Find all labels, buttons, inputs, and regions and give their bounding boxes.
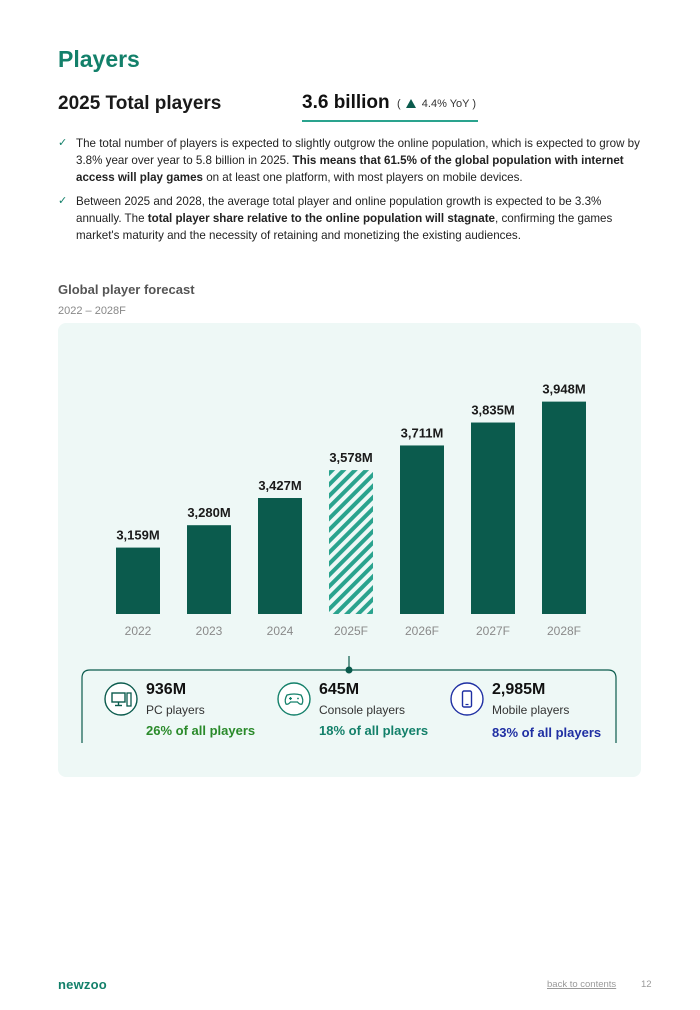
bar-value-label: 3,578M	[329, 450, 373, 466]
chart-title: Global player forecast	[58, 282, 195, 297]
bar-value-label: 3,948M	[542, 381, 586, 397]
bar-2023	[187, 525, 231, 614]
page-title: Players	[58, 46, 140, 72]
kpi-value: 3.6 billion	[302, 92, 390, 113]
bullet-text-pre: Between 2025 and 2028, the average total player and online population growth is expected to be 3.3% annually. The	[76, 195, 602, 225]
mobile-icon	[450, 682, 484, 716]
platform-label: Mobile players	[492, 703, 570, 717]
platform-share: 26% of all players	[146, 723, 256, 738]
bullet-text	[76, 135, 648, 186]
bullet-text-pre: The total number of players is expected to slightly outgrow the online population, which is expected to grow by 3.8% year over year to 5.8 billion in 2025.	[76, 137, 640, 167]
bullet-item	[58, 193, 648, 244]
bar-2026F	[400, 445, 444, 614]
newzoo-logo: newzoo	[58, 977, 107, 992]
bullet-text-bold: This means that 61.5% of the global population with internet access will play games	[76, 154, 624, 184]
platform-label: PC players	[146, 703, 205, 717]
platform-value: 2,985M	[492, 681, 546, 698]
platform-share: 83% of all players	[492, 725, 602, 740]
pc-icon	[104, 682, 138, 716]
kpi-change-text: 4.4% YoY	[421, 98, 470, 110]
platform-label: Console players	[319, 703, 406, 717]
platform-share: 18% of all players	[319, 723, 429, 738]
back-to-contents-link[interactable]: back to contents	[547, 979, 617, 990]
bullet-text-post: , confirming the games market's maturity and the necessity of retaining and monetizing the existing audiences.	[76, 212, 613, 242]
kpi-change	[397, 98, 476, 110]
kpi-box	[302, 92, 478, 122]
page-number: 12	[641, 979, 652, 990]
kpi-change-close: )	[472, 98, 477, 110]
bar-value-label: 3,159M	[116, 527, 160, 543]
console-icon	[277, 682, 311, 716]
x-tick-label: 2028F	[546, 624, 582, 638]
platform-value: 936M	[146, 681, 187, 698]
x-tick-label: 2027F	[475, 624, 511, 638]
bar-2028F	[542, 402, 586, 614]
platform-value: 645M	[319, 681, 360, 698]
bar-value-label: 3,835M	[471, 402, 515, 418]
bullet-item	[58, 135, 648, 186]
chart-panel	[58, 323, 641, 777]
x-tick-label: 2025F	[333, 624, 369, 638]
bullet-text	[76, 193, 648, 244]
x-tick-label: 2024	[266, 624, 294, 638]
x-tick-label: 2026F	[404, 624, 440, 638]
check-icon: ✓	[58, 137, 68, 149]
bar-2025F	[329, 470, 373, 614]
x-tick-label: 2023	[195, 624, 223, 638]
kpi-change-open: (	[397, 98, 401, 110]
kpi-label: 2025 Total players	[58, 93, 222, 114]
triangle-up-icon	[406, 99, 416, 108]
bullet-text-bold: total player share relative to the online population will stagnate	[147, 212, 496, 225]
bar-value-label: 3,711M	[400, 425, 444, 441]
bullet-text-post: on at least one platform, with most players on mobile devices.	[202, 171, 523, 184]
bar-value-label: 3,280M	[187, 505, 231, 521]
bar-value-label: 3,427M	[258, 478, 302, 494]
chart-subtitle: 2022 – 2028F	[58, 305, 126, 317]
x-tick-label: 2022	[124, 624, 152, 638]
bar-2022	[116, 548, 160, 614]
bar-chart	[58, 323, 641, 668]
bar-2027F	[471, 423, 515, 614]
bar-2024	[258, 498, 302, 614]
check-icon: ✓	[58, 195, 68, 207]
